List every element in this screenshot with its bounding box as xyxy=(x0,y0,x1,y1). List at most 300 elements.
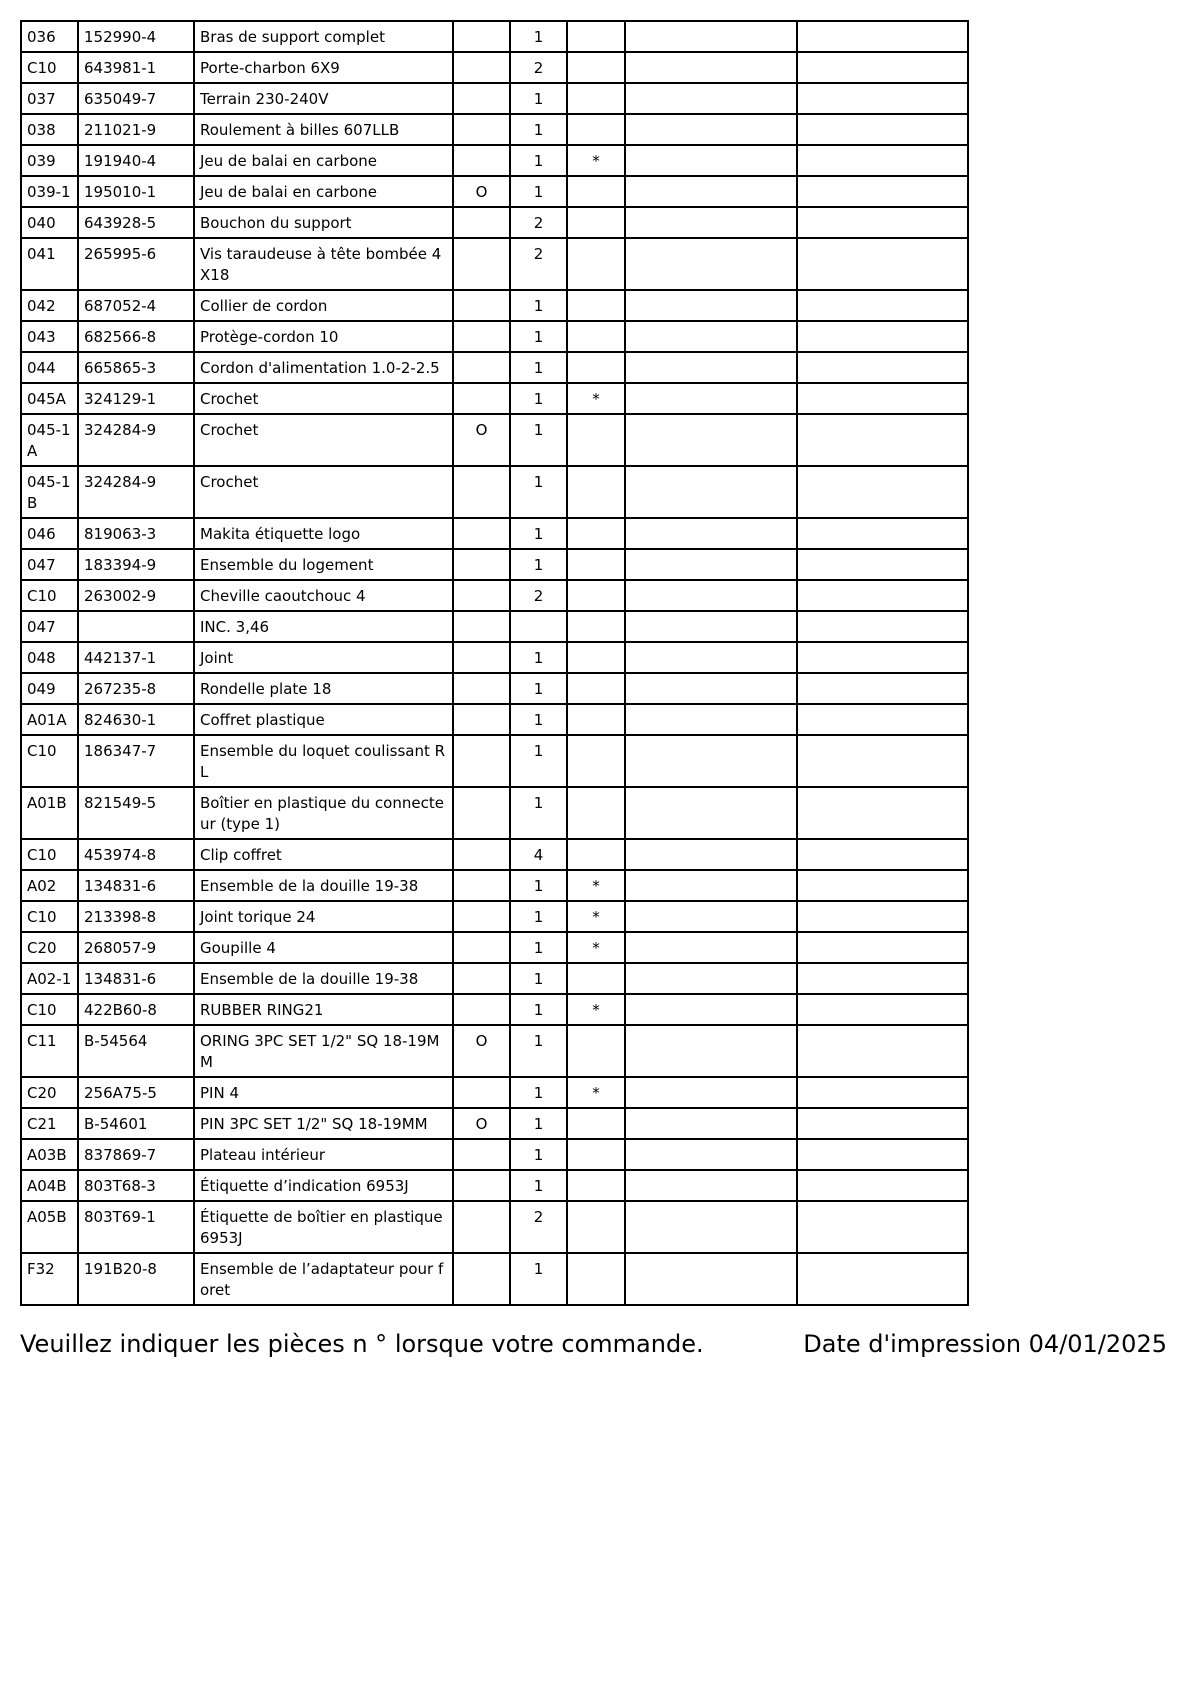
part-number-cell: 191940-4 xyxy=(78,145,194,176)
table-row xyxy=(21,466,968,518)
description-cell: Étiquette de boîtier en plastique 6953J xyxy=(194,1201,453,1253)
blank-cell xyxy=(625,870,797,901)
option-cell xyxy=(453,1170,510,1201)
note-mark-cell: * xyxy=(567,383,625,414)
item-number-cell: 041 xyxy=(21,238,78,290)
option-cell xyxy=(453,787,510,839)
part-number-cell: 134831-6 xyxy=(78,963,194,994)
blank-cell xyxy=(625,352,797,383)
blank-cell xyxy=(625,238,797,290)
note-mark-cell xyxy=(567,1025,625,1077)
table-row xyxy=(21,321,968,352)
quantity-cell: 1 xyxy=(510,1139,567,1170)
item-number-cell: 043 xyxy=(21,321,78,352)
description-cell: Ensemble de la douille 19-38 xyxy=(194,963,453,994)
option-cell xyxy=(453,1077,510,1108)
note-mark-cell xyxy=(567,642,625,673)
description-cell: Bras de support complet xyxy=(194,21,453,52)
table-row xyxy=(21,1253,968,1305)
quantity-cell: 2 xyxy=(510,52,567,83)
part-number-cell: 324284-9 xyxy=(78,466,194,518)
description-cell: Jeu de balai en carbone xyxy=(194,145,453,176)
quantity-cell: 1 xyxy=(510,1077,567,1108)
item-number-cell: C10 xyxy=(21,735,78,787)
description-cell: Vis taraudeuse à tête bombée 4X18 xyxy=(194,238,453,290)
item-number-cell: 045-1B xyxy=(21,466,78,518)
note-mark-cell: * xyxy=(567,870,625,901)
description-cell: Ensemble de l’adaptateur pour foret xyxy=(194,1253,453,1305)
part-number-cell: 256A75-5 xyxy=(78,1077,194,1108)
part-number-cell: 152990-4 xyxy=(78,21,194,52)
blank-cell xyxy=(625,383,797,414)
note-mark-cell xyxy=(567,673,625,704)
note-mark-cell xyxy=(567,52,625,83)
table-row xyxy=(21,704,968,735)
blank-cell xyxy=(625,1201,797,1253)
quantity-cell: 1 xyxy=(510,963,567,994)
part-number-cell: 643928-5 xyxy=(78,207,194,238)
part-number-cell: 824630-1 xyxy=(78,704,194,735)
description-cell: Makita étiquette logo xyxy=(194,518,453,549)
option-cell xyxy=(453,1253,510,1305)
quantity-cell xyxy=(510,611,567,642)
blank-cell xyxy=(797,549,968,580)
table-row xyxy=(21,114,968,145)
quantity-cell: 1 xyxy=(510,290,567,321)
table-row xyxy=(21,238,968,290)
option-cell xyxy=(453,1201,510,1253)
part-number-cell: 682566-8 xyxy=(78,321,194,352)
order-note: Veuillez indiquer les pièces n ° lorsque votre commande. xyxy=(20,1330,704,1358)
description-cell: Boîtier en plastique du connecteur (type 1) xyxy=(194,787,453,839)
item-number-cell: C21 xyxy=(21,1108,78,1139)
option-cell xyxy=(453,735,510,787)
blank-cell xyxy=(797,238,968,290)
table-row xyxy=(21,932,968,963)
blank-cell xyxy=(625,21,797,52)
description-cell: Porte-charbon 6X9 xyxy=(194,52,453,83)
blank-cell xyxy=(625,207,797,238)
part-number-cell: 665865-3 xyxy=(78,352,194,383)
option-cell xyxy=(453,839,510,870)
table-row xyxy=(21,787,968,839)
blank-cell xyxy=(625,176,797,207)
quantity-cell: 1 xyxy=(510,642,567,673)
note-mark-cell xyxy=(567,1201,625,1253)
description-cell: RUBBER RING21 xyxy=(194,994,453,1025)
table-row xyxy=(21,1077,968,1108)
part-number-cell: 442137-1 xyxy=(78,642,194,673)
description-cell: Étiquette d’indication 6953J xyxy=(194,1170,453,1201)
description-cell: ORING 3PC SET 1/2" SQ 18-19MM xyxy=(194,1025,453,1077)
blank-cell xyxy=(625,1170,797,1201)
blank-cell xyxy=(625,735,797,787)
note-mark-cell xyxy=(567,1139,625,1170)
note-mark-cell: * xyxy=(567,932,625,963)
blank-cell xyxy=(797,207,968,238)
table-row xyxy=(21,176,968,207)
blank-cell xyxy=(625,611,797,642)
table-row xyxy=(21,901,968,932)
note-mark-cell xyxy=(567,176,625,207)
blank-cell xyxy=(797,1170,968,1201)
item-number-cell: C10 xyxy=(21,994,78,1025)
quantity-cell: 1 xyxy=(510,1253,567,1305)
blank-cell xyxy=(625,932,797,963)
note-mark-cell xyxy=(567,518,625,549)
item-number-cell: A04B xyxy=(21,1170,78,1201)
part-number-cell: 837869-7 xyxy=(78,1139,194,1170)
item-number-cell: C10 xyxy=(21,839,78,870)
description-cell: Terrain 230-240V xyxy=(194,83,453,114)
item-number-cell: C10 xyxy=(21,52,78,83)
item-number-cell: 045A xyxy=(21,383,78,414)
item-number-cell: 038 xyxy=(21,114,78,145)
blank-cell xyxy=(797,52,968,83)
option-cell xyxy=(453,145,510,176)
part-number-cell: 195010-1 xyxy=(78,176,194,207)
blank-cell xyxy=(797,321,968,352)
item-number-cell: 037 xyxy=(21,83,78,114)
blank-cell xyxy=(797,21,968,52)
quantity-cell: 1 xyxy=(510,83,567,114)
blank-cell xyxy=(625,52,797,83)
blank-cell xyxy=(797,383,968,414)
item-number-cell: C10 xyxy=(21,580,78,611)
blank-cell xyxy=(797,1201,968,1253)
part-number-cell: 211021-9 xyxy=(78,114,194,145)
description-cell: Goupille 4 xyxy=(194,932,453,963)
part-number-cell: 191B20-8 xyxy=(78,1253,194,1305)
part-number-cell xyxy=(78,611,194,642)
part-number-cell: B-54564 xyxy=(78,1025,194,1077)
option-cell: O xyxy=(453,1025,510,1077)
description-cell: PIN 3PC SET 1/2" SQ 18-19MM xyxy=(194,1108,453,1139)
blank-cell xyxy=(797,580,968,611)
blank-cell xyxy=(797,611,968,642)
blank-cell xyxy=(625,114,797,145)
part-number-cell: 635049-7 xyxy=(78,83,194,114)
option-cell xyxy=(453,383,510,414)
quantity-cell: 1 xyxy=(510,735,567,787)
quantity-cell: 2 xyxy=(510,207,567,238)
part-number-cell: 186347-7 xyxy=(78,735,194,787)
option-cell xyxy=(453,207,510,238)
note-mark-cell: * xyxy=(567,994,625,1025)
blank-cell xyxy=(797,114,968,145)
option-cell xyxy=(453,238,510,290)
item-number-cell: A03B xyxy=(21,1139,78,1170)
quantity-cell: 2 xyxy=(510,580,567,611)
option-cell xyxy=(453,994,510,1025)
description-cell: Cordon d'alimentation 1.0-2-2.5 xyxy=(194,352,453,383)
note-mark-cell xyxy=(567,466,625,518)
blank-cell xyxy=(797,642,968,673)
blank-cell xyxy=(797,176,968,207)
table-row xyxy=(21,673,968,704)
blank-cell xyxy=(797,839,968,870)
description-cell: Cheville caoutchouc 4 xyxy=(194,580,453,611)
note-mark-cell: * xyxy=(567,1077,625,1108)
description-cell: Protège-cordon 10 xyxy=(194,321,453,352)
table-row xyxy=(21,994,968,1025)
item-number-cell: 045-1A xyxy=(21,414,78,466)
part-number-cell: 267235-8 xyxy=(78,673,194,704)
item-number-cell: F32 xyxy=(21,1253,78,1305)
blank-cell xyxy=(625,466,797,518)
option-cell xyxy=(453,352,510,383)
description-cell: Collier de cordon xyxy=(194,290,453,321)
note-mark-cell xyxy=(567,290,625,321)
blank-cell xyxy=(797,673,968,704)
option-cell xyxy=(453,52,510,83)
description-cell: Joint xyxy=(194,642,453,673)
note-mark-cell xyxy=(567,839,625,870)
quantity-cell: 1 xyxy=(510,321,567,352)
table-row xyxy=(21,870,968,901)
option-cell xyxy=(453,321,510,352)
blank-cell xyxy=(797,518,968,549)
quantity-cell: 1 xyxy=(510,932,567,963)
item-number-cell: 047 xyxy=(21,611,78,642)
description-cell: Ensemble du logement xyxy=(194,549,453,580)
option-cell xyxy=(453,870,510,901)
quantity-cell: 1 xyxy=(510,901,567,932)
note-mark-cell xyxy=(567,580,625,611)
part-number-cell: 324129-1 xyxy=(78,383,194,414)
item-number-cell: 042 xyxy=(21,290,78,321)
table-row xyxy=(21,611,968,642)
blank-cell xyxy=(625,704,797,735)
table-row xyxy=(21,580,968,611)
blank-cell xyxy=(625,1108,797,1139)
blank-cell xyxy=(625,787,797,839)
part-number-cell: 803T68-3 xyxy=(78,1170,194,1201)
note-mark-cell xyxy=(567,1170,625,1201)
table-row xyxy=(21,642,968,673)
part-number-cell: 803T69-1 xyxy=(78,1201,194,1253)
blank-cell xyxy=(797,466,968,518)
part-number-cell: 422B60-8 xyxy=(78,994,194,1025)
option-cell: O xyxy=(453,1108,510,1139)
description-cell: Rondelle plate 18 xyxy=(194,673,453,704)
option-cell: O xyxy=(453,176,510,207)
description-cell: Roulement à billes 607LLB xyxy=(194,114,453,145)
note-mark-cell xyxy=(567,321,625,352)
blank-cell xyxy=(625,83,797,114)
description-cell: Coffret plastique xyxy=(194,704,453,735)
part-number-cell: 453974-8 xyxy=(78,839,194,870)
blank-cell xyxy=(797,735,968,787)
blank-cell xyxy=(797,963,968,994)
part-number-cell: 687052-4 xyxy=(78,290,194,321)
table-row xyxy=(21,1025,968,1077)
blank-cell xyxy=(625,963,797,994)
description-cell: INC. 3,46 xyxy=(194,611,453,642)
note-mark-cell xyxy=(567,963,625,994)
quantity-cell: 1 xyxy=(510,870,567,901)
table-row xyxy=(21,145,968,176)
table-row xyxy=(21,549,968,580)
quantity-cell: 1 xyxy=(510,114,567,145)
option-cell xyxy=(453,466,510,518)
description-cell: PIN 4 xyxy=(194,1077,453,1108)
parts-table-body xyxy=(21,21,968,1305)
note-mark-cell xyxy=(567,352,625,383)
part-number-cell: 643981-1 xyxy=(78,52,194,83)
item-number-cell: 040 xyxy=(21,207,78,238)
table-row xyxy=(21,21,968,52)
description-cell: Bouchon du support xyxy=(194,207,453,238)
blank-cell xyxy=(625,1025,797,1077)
description-cell: Crochet xyxy=(194,466,453,518)
blank-cell xyxy=(625,994,797,1025)
item-number-cell: A05B xyxy=(21,1201,78,1253)
quantity-cell: 1 xyxy=(510,352,567,383)
description-cell: Ensemble du loquet coulissant RL xyxy=(194,735,453,787)
item-number-cell: C10 xyxy=(21,901,78,932)
item-number-cell: C20 xyxy=(21,932,78,963)
description-cell: Clip coffret xyxy=(194,839,453,870)
quantity-cell: 1 xyxy=(510,518,567,549)
blank-cell xyxy=(625,580,797,611)
item-number-cell: 049 xyxy=(21,673,78,704)
blank-cell xyxy=(797,83,968,114)
blank-cell xyxy=(625,1253,797,1305)
quantity-cell: 1 xyxy=(510,176,567,207)
note-mark-cell xyxy=(567,704,625,735)
description-cell: Plateau intérieur xyxy=(194,1139,453,1170)
table-row xyxy=(21,352,968,383)
quantity-cell: 1 xyxy=(510,383,567,414)
quantity-cell: 1 xyxy=(510,787,567,839)
blank-cell xyxy=(625,290,797,321)
table-row xyxy=(21,83,968,114)
quantity-cell: 1 xyxy=(510,673,567,704)
item-number-cell: 047 xyxy=(21,549,78,580)
table-row xyxy=(21,1139,968,1170)
table-row xyxy=(21,383,968,414)
part-number-cell: 265995-6 xyxy=(78,238,194,290)
option-cell xyxy=(453,83,510,114)
part-number-cell: 134831-6 xyxy=(78,870,194,901)
table-row xyxy=(21,735,968,787)
part-number-cell: 263002-9 xyxy=(78,580,194,611)
option-cell xyxy=(453,901,510,932)
item-number-cell: 036 xyxy=(21,21,78,52)
table-row xyxy=(21,518,968,549)
blank-cell xyxy=(625,1077,797,1108)
blank-cell xyxy=(797,787,968,839)
part-number-cell: 213398-8 xyxy=(78,901,194,932)
option-cell xyxy=(453,290,510,321)
blank-cell xyxy=(797,1108,968,1139)
quantity-cell: 1 xyxy=(510,1025,567,1077)
note-mark-cell xyxy=(567,549,625,580)
note-mark-cell xyxy=(567,1253,625,1305)
item-number-cell: A02 xyxy=(21,870,78,901)
description-cell: Ensemble de la douille 19-38 xyxy=(194,870,453,901)
item-number-cell: C20 xyxy=(21,1077,78,1108)
option-cell xyxy=(453,518,510,549)
quantity-cell: 1 xyxy=(510,549,567,580)
table-row xyxy=(21,1201,968,1253)
option-cell: O xyxy=(453,414,510,466)
quantity-cell: 1 xyxy=(510,1170,567,1201)
quantity-cell: 1 xyxy=(510,145,567,176)
note-mark-cell xyxy=(567,735,625,787)
item-number-cell: 048 xyxy=(21,642,78,673)
quantity-cell: 1 xyxy=(510,1108,567,1139)
print-date: Date d'impression 04/01/2025 xyxy=(803,1330,1167,1358)
quantity-cell: 4 xyxy=(510,839,567,870)
table-row xyxy=(21,963,968,994)
blank-cell xyxy=(797,414,968,466)
part-number-cell: B-54601 xyxy=(78,1108,194,1139)
item-number-cell: A02-1 xyxy=(21,963,78,994)
option-cell xyxy=(453,932,510,963)
quantity-cell: 1 xyxy=(510,704,567,735)
note-mark-cell xyxy=(567,611,625,642)
quantity-cell: 2 xyxy=(510,238,567,290)
note-mark-cell xyxy=(567,238,625,290)
item-number-cell: 046 xyxy=(21,518,78,549)
option-cell xyxy=(453,114,510,145)
note-mark-cell xyxy=(567,114,625,145)
item-number-cell: C11 xyxy=(21,1025,78,1077)
option-cell xyxy=(453,580,510,611)
blank-cell xyxy=(797,994,968,1025)
parts-table xyxy=(20,20,969,1306)
blank-cell xyxy=(625,549,797,580)
description-cell: Crochet xyxy=(194,383,453,414)
option-cell xyxy=(453,673,510,704)
option-cell xyxy=(453,21,510,52)
note-mark-cell xyxy=(567,83,625,114)
blank-cell xyxy=(625,673,797,704)
blank-cell xyxy=(797,1077,968,1108)
blank-cell xyxy=(797,290,968,321)
note-mark-cell: * xyxy=(567,145,625,176)
item-number-cell: A01B xyxy=(21,787,78,839)
option-cell xyxy=(453,642,510,673)
blank-cell xyxy=(625,642,797,673)
blank-cell xyxy=(625,1139,797,1170)
blank-cell xyxy=(625,414,797,466)
table-row xyxy=(21,839,968,870)
blank-cell xyxy=(797,1139,968,1170)
item-number-cell: 039-1 xyxy=(21,176,78,207)
quantity-cell: 1 xyxy=(510,414,567,466)
quantity-cell: 1 xyxy=(510,21,567,52)
blank-cell xyxy=(797,901,968,932)
table-row xyxy=(21,1170,968,1201)
note-mark-cell xyxy=(567,787,625,839)
option-cell xyxy=(453,963,510,994)
part-number-cell: 324284-9 xyxy=(78,414,194,466)
table-row xyxy=(21,290,968,321)
part-number-cell: 819063-3 xyxy=(78,518,194,549)
note-mark-cell xyxy=(567,21,625,52)
item-number-cell: 039 xyxy=(21,145,78,176)
blank-cell xyxy=(797,145,968,176)
blank-cell xyxy=(797,1253,968,1305)
note-mark-cell xyxy=(567,1108,625,1139)
note-mark-cell: * xyxy=(567,901,625,932)
quantity-cell: 2 xyxy=(510,1201,567,1253)
description-cell: Crochet xyxy=(194,414,453,466)
option-cell xyxy=(453,611,510,642)
